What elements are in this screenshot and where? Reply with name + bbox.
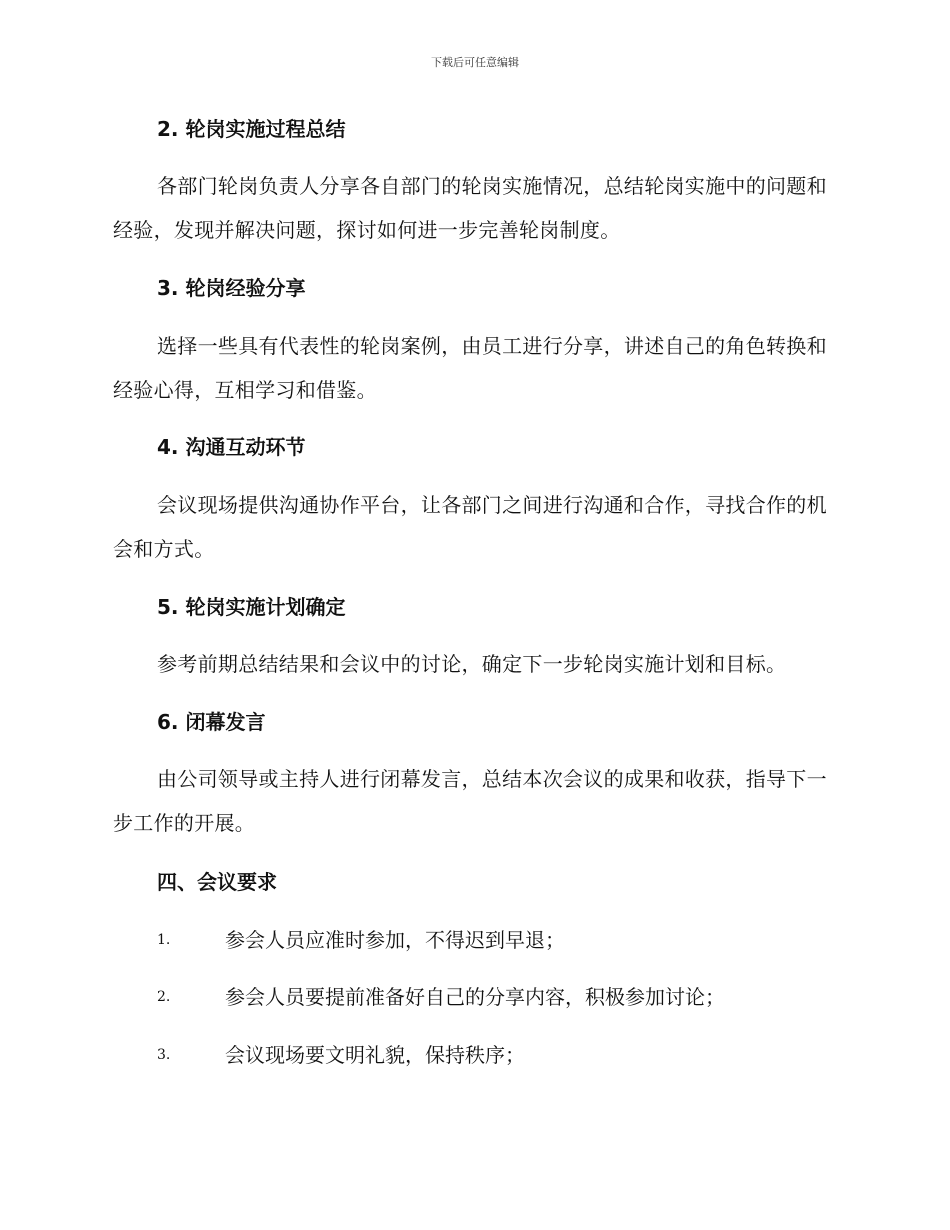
requirement-text: 参会人员应准时参加，不得迟到早退； <box>225 928 565 952</box>
section-heading-3: 3. 轮岗经验分享 <box>157 276 306 300</box>
page-header: 下载后可任意编辑 <box>431 56 519 69</box>
section-body-4: 会议现场提供沟通协作平台，让各部门之间进行沟通和合作，寻找合作的机会和方式。 <box>113 493 827 561</box>
requirement-number: 3. <box>157 1047 171 1063</box>
section-heading-5: 5. 轮岗实施计划确定 <box>157 595 346 619</box>
requirement-number: 2. <box>157 989 171 1005</box>
section-heading-6: 6. 闭幕发言 <box>157 710 266 734</box>
section-heading-4: 4. 沟通互动环节 <box>157 435 306 459</box>
section-heading-2: 2. 轮岗实施过程总结 <box>157 117 346 141</box>
section-body-6: 由公司领导或主持人进行闭幕发言，总结本次会议的成果和收获，指导下一步工作的开展。 <box>113 767 827 835</box>
requirements-heading: 四、会议要求 <box>157 870 277 894</box>
requirement-number: 1. <box>157 932 171 948</box>
requirement-text: 会议现场要文明礼貌，保持秩序； <box>225 1043 525 1067</box>
section-body-3: 选择一些具有代表性的轮岗案例，由员工进行分享，讲述自己的角色转换和经验心得，互相学习和借鉴。 <box>113 334 827 402</box>
requirement-text: 参会人员要提前准备好自己的分享内容，积极参加讨论； <box>225 985 725 1009</box>
section-body-2: 各部门轮岗负责人分享各自部门的轮岗实施情况，总结轮岗实施中的问题和经验，发现并解决问题，探讨如何进一步完善轮岗制度。 <box>113 174 827 242</box>
section-body-5: 参考前期总结结果和会议中的讨论，确定下一步轮岗实施计划和目标。 <box>157 652 787 676</box>
